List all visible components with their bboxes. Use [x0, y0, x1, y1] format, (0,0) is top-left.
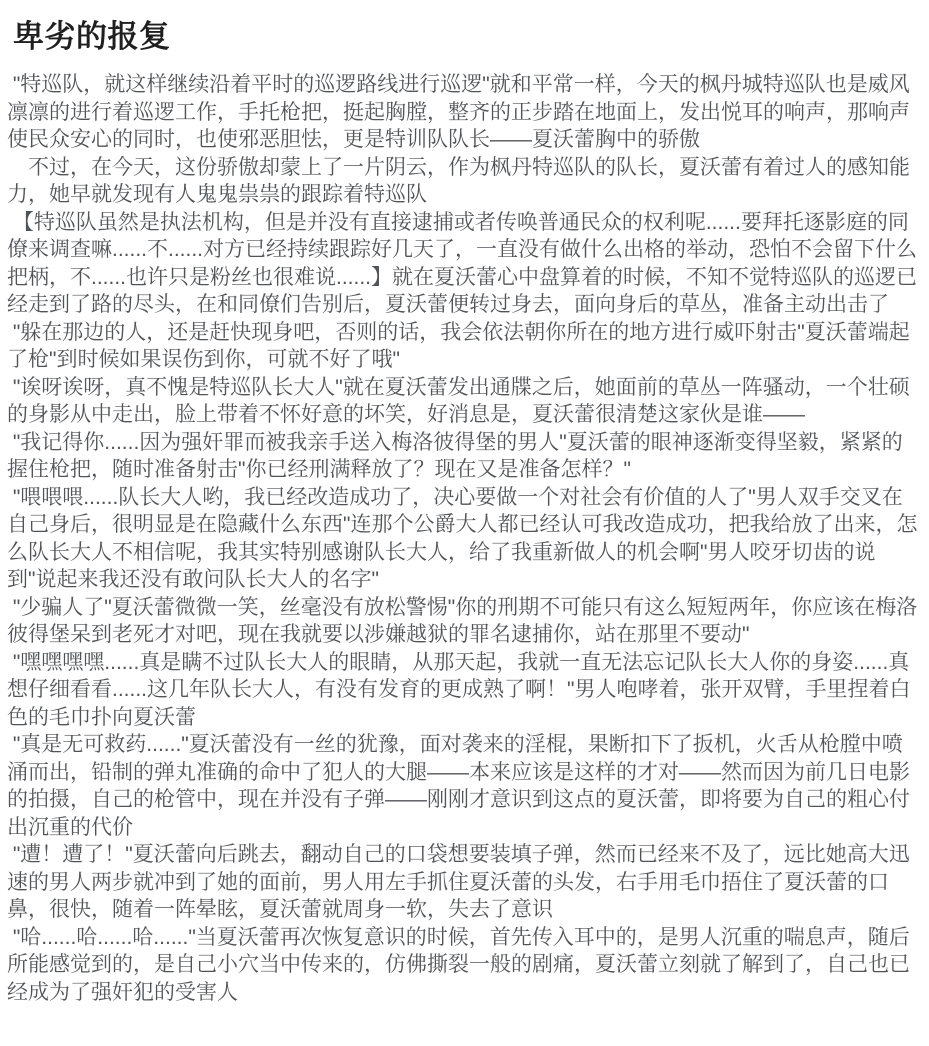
story-paragraph: "哈......哈......哈......"当夏沃蕾再次恢复意识的时候，首先传入耳中的，是男人沉重的喘息声，随后所能感觉到的，是自己小穴当中传来的，仿佛撕裂一般的剧痛，夏沃蕾立刻就了解到了，自己也已经成为了强奸犯的受害人 — [7, 925, 910, 1004]
story-paragraph: "躲在那边的人，还是赶快现身吧，否则的话，我会依法朝你所在的地方进行威吓射击"夏沃蕾端起了枪"到时候如果误伤到你，可就不好了哦" — [7, 320, 910, 371]
page-title: 卑劣的报复 — [13, 19, 171, 54]
story-paragraph: "少骗人了"夏沃蕾微微一笑，丝毫没有放松警惕"你的刑期不可能只有这么短短两年，你应该在梅洛彼得堡呆到老死才对吧，现在我就要以涉嫌越狱的罪名逮捕你，站在那里不要动" — [7, 595, 918, 646]
story-paragraph: "诶呀诶呀，真不愧是特巡队长大人"就在夏沃蕾发出通牒之后，她面前的草丛一阵骚动，一个壮硕的身影从中走出，脸上带着不怀好意的坏笑，好消息是，夏沃蕾很清楚这家伙是谁—— — [7, 375, 910, 426]
story-paragraph: "我记得你......因为强奸罪而被我亲手送入梅洛彼得堡的男人"夏沃蕾的眼神逐渐变得坚毅，紧紧的握住枪把，随时准备射击"你已经刑满释放了？现在又是准备怎样？" — [7, 430, 903, 481]
story-paragraph: "喂喂喂......队长大人哟，我已经改造成功了，决心要做一个对社会有价值的人了"男人双手交叉在自己身后，很明显是在隐藏什么东西"连那个公爵大人都已经认可我改造成功，把我给放了出来，怎么队长大人不相信呢，我其实特别感谢队长大人，给了我重新做人的机会啊"男人咬牙切齿的说到"说起来我还没有敢问队长大人的名字" — [7, 485, 918, 591]
story-body — [7, 71, 921, 1006]
story-paragraph: 不过，在今天，这份骄傲却蒙上了一片阴云，作为枫丹特巡队的队长，夏沃蕾有着过人的感知能力，她早就发现有人鬼鬼祟祟的跟踪着特巡队 — [7, 155, 910, 206]
story-paragraph: "真是无可救药......"夏沃蕾没有一丝的犹豫，面对袭来的淫棍，果断扣下了扳机，火舌从枪膛中喷涌而出，铅制的弹丸准确的命中了犯人的大腿——本来应该是这样的才对——然而因为前几日电影的拍摄，自己的枪管中，现在并没有子弹——刚刚才意识到这点的夏沃蕾，即将要为自己的粗心付出沉重的代价 — [7, 733, 910, 839]
story-paragraph: 【特巡队虽然是执法机构，但是并没有直接逮捕或者传唤普通民众的权利呢......要拜托逐影庭的同僚来调查嘛......不......对方已经持续跟踪好几天了，一直没有做什么出格的举动，恐怕不会留下什么把柄，不......也许只是粉丝也很难说......】就在夏沃蕾心中盘算着的时候，不知不觉特巡队的巡逻已经走到了路的尽头，在和同僚们告别后，夏沃蕾便转过身去，面向身后的草丛，准备主动出击了 — [7, 210, 918, 316]
story-paragraph: "嘿嘿嘿嘿......真是瞒不过队长大人的眼睛，从那天起，我就一直无法忘记队长大人你的身姿......真想仔细看看......这几年队长大人，有没有发育的更成熟了啊！"男人咆哮着，张开双臂，手里捏着白色的毛巾扑向夏沃蕾 — [7, 650, 911, 729]
story-paragraph: "特巡队，就这样继续沿着平时的巡逻路线进行巡逻"就和平常一样，今天的枫丹城特巡队也是威风凛凛的进行着巡逻工作，手托枪把，挺起胸膛，整齐的正步踏在地面上，发出悦耳的响声，那响声使民众安心的同时，也使邪恶胆怯，更是特训队队长——夏沃蕾胸中的骄傲 — [7, 73, 910, 151]
story-paragraph: "遭！遭了！"夏沃蕾向后跳去，翻动自己的口袋想要装填子弹，然而已经来不及了，远比她高大迅速的男人两步就冲到了她的面前，男人用左手抓住夏沃蕾的头发，右手用毛巾捂住了夏沃蕾的口鼻，很快，随着一阵晕眩，夏沃蕾就周身一软，失去了意识 — [7, 843, 910, 921]
